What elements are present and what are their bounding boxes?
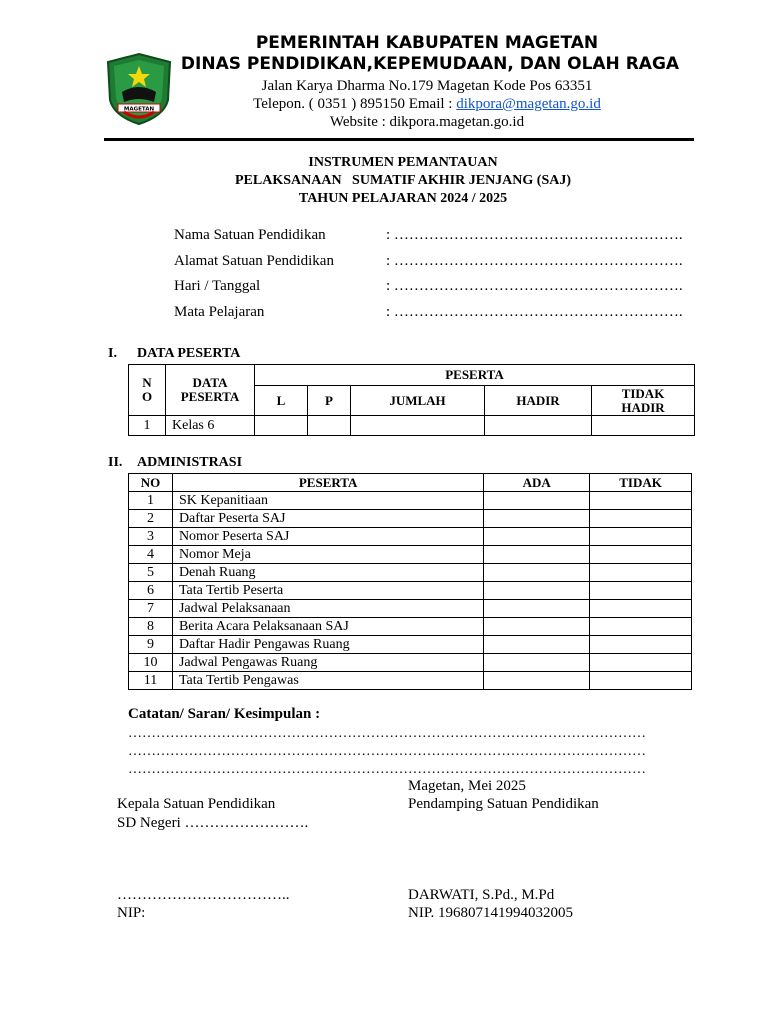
header-peserta: PESERTA: [172, 474, 483, 492]
cell-no: 10: [129, 654, 173, 672]
cell-jumlah[interactable]: [351, 416, 485, 436]
cell-tidak[interactable]: [590, 600, 692, 618]
cell-ada[interactable]: [484, 564, 590, 582]
info-value-school-address[interactable]: : ………………………………………………….: [386, 253, 683, 269]
table-row: [129, 582, 692, 600]
cell-no: 7: [129, 600, 173, 618]
cell-no: 4: [129, 546, 173, 564]
notes-line-2[interactable]: …………………………………………………………………………………………………: [128, 744, 646, 759]
cell-tidak[interactable]: [590, 492, 692, 510]
cell-ada[interactable]: [484, 636, 590, 654]
left-signer-name[interactable]: ……………………………..: [117, 887, 290, 903]
cell-tidak[interactable]: [590, 582, 692, 600]
cell-tidak[interactable]: [590, 510, 692, 528]
header-p: P: [308, 386, 351, 416]
table-row: [129, 654, 692, 672]
cell-no: 8: [129, 618, 173, 636]
cell-ada[interactable]: [484, 618, 590, 636]
cell-item: Berita Acara Pelaksanaan SAJ: [172, 618, 483, 636]
section-data-peserta-heading: [108, 346, 240, 362]
cell-no: 1: [129, 416, 166, 436]
table-row: [129, 600, 692, 618]
cell-tidak[interactable]: [590, 546, 692, 564]
info-label-school-address: Alamat Satuan Pendidikan: [174, 253, 334, 269]
cell-item: Daftar Hadir Pengawas Ruang: [172, 636, 483, 654]
cell-hadir[interactable]: [485, 416, 592, 436]
cell-item: Nomor Peserta SAJ: [172, 528, 483, 546]
section-number: I.: [108, 346, 117, 361]
left-signer-school[interactable]: SD Negeri …………………….: [117, 815, 309, 831]
header-jumlah: JUMLAH: [351, 386, 485, 416]
table-row: [129, 528, 692, 546]
info-value-date[interactable]: : ………………………………………………….: [386, 278, 683, 294]
header-tidak-hadir: TIDAK HADIR: [592, 386, 695, 416]
right-signer-role: Pendamping Satuan Pendidikan: [408, 796, 599, 812]
svg-text:MAGETAN: MAGETAN: [123, 106, 155, 113]
info-value-school-name[interactable]: : ………………………………………………….: [386, 227, 683, 243]
table-row: [129, 618, 692, 636]
cell-ada[interactable]: [484, 510, 590, 528]
cell-tidak[interactable]: [590, 618, 692, 636]
letterhead-divider: [104, 138, 694, 141]
administrasi-table: [128, 473, 692, 690]
cell-item: Tata Tertib Pengawas: [172, 672, 483, 690]
cell-ada[interactable]: [484, 492, 590, 510]
table-row: [129, 492, 692, 510]
document-title-2: PELAKSANAAN SUMATIF AKHIR JENJANG (SAJ): [234, 173, 572, 188]
letterhead-line1: PEMERINTAH KABUPATEN MAGETAN: [255, 33, 599, 53]
cell-item: SK Kepanitiaan: [172, 492, 483, 510]
cell-no: 11: [129, 672, 173, 690]
letterhead-line2: DINAS PENDIDIKAN,KEPEMUDAAN, DAN OLAH RAGA: [180, 54, 680, 74]
header-data-peserta: DATA PESERTA: [166, 365, 255, 416]
letterhead-address: Jalan Karya Dharma No.179 Magetan Kode Pos 63351: [261, 78, 593, 94]
notes-line-3[interactable]: …………………………………………………………………………………………………: [128, 762, 646, 777]
info-label-school-name: Nama Satuan Pendidikan: [174, 227, 326, 243]
info-label-subject: Mata Pelajaran: [174, 304, 265, 320]
cell-ada[interactable]: [484, 546, 590, 564]
header-peserta: PESERTA: [255, 365, 695, 386]
table-row: [129, 564, 692, 582]
document-title-1: INSTRUMEN PEMANTAUAN: [308, 155, 498, 170]
cell-data: Kelas 6: [166, 416, 255, 436]
cell-item: Tata Tertib Peserta: [172, 582, 483, 600]
cell-item: Denah Ruang: [172, 564, 483, 582]
info-label-date: Hari / Tanggal: [174, 278, 261, 294]
cell-tidak[interactable]: [590, 564, 692, 582]
section-title: DATA PESERTA: [137, 346, 241, 361]
cell-ada[interactable]: [484, 672, 590, 690]
notes-line-1[interactable]: …………………………………………………………………………………………………: [128, 726, 646, 741]
document-title-3: TAHUN PELAJARAN 2024 / 2025: [298, 191, 508, 206]
place-date: Magetan, Mei 2025: [408, 778, 526, 794]
header-tidak: TIDAK: [590, 474, 692, 492]
cell-tidak[interactable]: [590, 654, 692, 672]
table-row: [129, 416, 695, 436]
email-link[interactable]: dikpora@magetan.go.id: [456, 96, 601, 112]
cell-ada[interactable]: [484, 654, 590, 672]
letterhead-website: Website : dikpora.magetan.go.id: [329, 114, 525, 130]
cell-no: 5: [129, 564, 173, 582]
table-row: [129, 546, 692, 564]
table-row: [129, 510, 692, 528]
header-no: N O: [129, 365, 166, 416]
cell-item: Jadwal Pelaksanaan: [172, 600, 483, 618]
header-no: NO: [129, 474, 173, 492]
left-signer-role: Kepala Satuan Pendidikan: [117, 796, 276, 812]
notes-label: Catatan/ Saran/ Kesimpulan :: [128, 706, 321, 722]
cell-l[interactable]: [255, 416, 308, 436]
right-signer-nip: NIP. 196807141994032005: [408, 905, 574, 921]
cell-ada[interactable]: [484, 600, 590, 618]
cell-item: Daftar Peserta SAJ: [172, 510, 483, 528]
header-hadir: HADIR: [485, 386, 592, 416]
table-row: [129, 636, 692, 654]
cell-item: Nomor Meja: [172, 546, 483, 564]
cell-no: 1: [129, 492, 173, 510]
table-row: [129, 672, 692, 690]
cell-no: 3: [129, 528, 173, 546]
section-title: ADMINISTRASI: [137, 455, 243, 470]
cell-no: 9: [129, 636, 173, 654]
cell-p[interactable]: [308, 416, 351, 436]
phone-text: Telepon. ( 0351 ) 895150 Email :: [253, 96, 457, 112]
info-value-subject[interactable]: : ………………………………………………….: [386, 304, 683, 320]
cell-item: Jadwal Pengawas Ruang: [172, 654, 483, 672]
cell-ada[interactable]: [484, 582, 590, 600]
cell-tidak[interactable]: [590, 528, 692, 546]
letterhead-contact: [120, 96, 734, 113]
header-ada: ADA: [484, 474, 590, 492]
cell-no: 2: [129, 510, 173, 528]
cell-tidak-hadir[interactable]: [592, 416, 695, 436]
cell-ada[interactable]: [484, 528, 590, 546]
header-l: L: [255, 386, 308, 416]
cell-no: 6: [129, 582, 173, 600]
data-peserta-table: [128, 364, 695, 436]
left-signer-nip: NIP:: [117, 905, 146, 921]
right-signer-name: DARWATI, S.Pd., M.Pd: [408, 887, 555, 903]
section-number: II.: [108, 455, 123, 470]
cell-tidak[interactable]: [590, 636, 692, 654]
section-administrasi-heading: [108, 455, 242, 471]
cell-tidak[interactable]: [590, 672, 692, 690]
